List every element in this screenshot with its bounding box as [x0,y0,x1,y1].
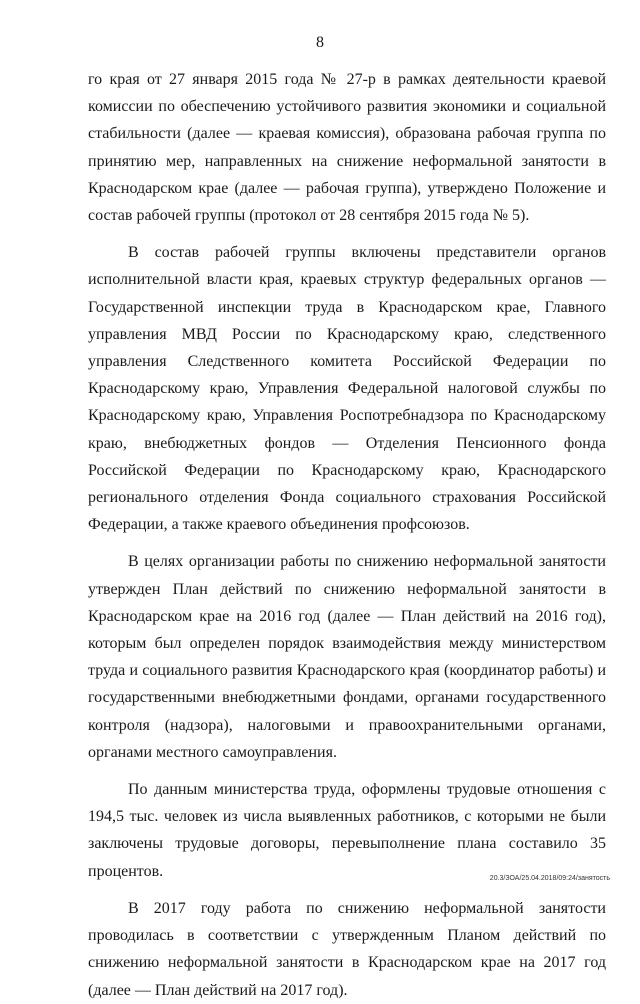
document-body [88,66,606,1004]
paragraph-action-plan-2017: В 2017 году работа по снижению неформальной занятости проводилась в соответствии с утвержденным Планом действий по снижению неформальной занятости в Краснодарском крае на 2017 год (далее — План действий на 2017 год). [88,899,606,999]
paragraph-action-plan-2016: В целях организации работы по снижению неформальной занятости утвержден План действий по снижению неформальной занятости в Краснодарском крае на 2016 год (далее — План действий на 2016 год), которым был определен порядок взаимодействия между министерством труда и социального развития Краснодарского края (координатор работы) и государственными внебюджетными фондами, органами государственного контроля (надзора), налоговыми и правоохранительными органами, органами местного самоуправления. [88,553,606,761]
page-number: 8 [316,34,324,51]
paragraph-continuation: го края от 27 января 2015 года № 27-р в рамках деятельности краевой комиссии по обеспечению устойчивого развития экономики и социальной стабильности (далее — краевая комиссия), образована рабочая группа по принятию мер, направленных на снижение неформальной занятости в Краснодарском крае (далее — рабочая группа), утверждено Положение и состав рабочей группы (протокол от 28 сентября 2015 года № 5). [88,71,606,225]
footer-document-code: 20.3/ЗОА/25.04.2018/09:24/занятость [489,875,610,882]
paragraph-labor-ministry-data: По данным министерства труда, оформлены трудовые отношения с 194,5 тыс. человек из числа выявленных работников, с которыми не были заключены трудовые договоры, перевыполнение плана составило 35 процентов. [88,781,606,880]
paragraph-working-group-composition: В состав рабочей группы включены представители органов исполнительной власти края, краевых структур федеральных органов — Государственной инспекции труда в Краснодарском крае, Главного управления МВД России по Краснодарскому краю, следственного управления Следственного комитета Российской Федерации по Краснодарскому краю, Управления Федеральной налоговой службы по Краснодарскому краю, Управления Роспотребнадзора по Краснодарскому краю, внебюджетных фондов — Отделения Пенсионного фонда Российской Федерации по Краснодарскому краю, Краснодарского регионального отделения Фонда социального страхования Российской Федерации, а также краевого объединения профсоюзов. [88,244,606,534]
